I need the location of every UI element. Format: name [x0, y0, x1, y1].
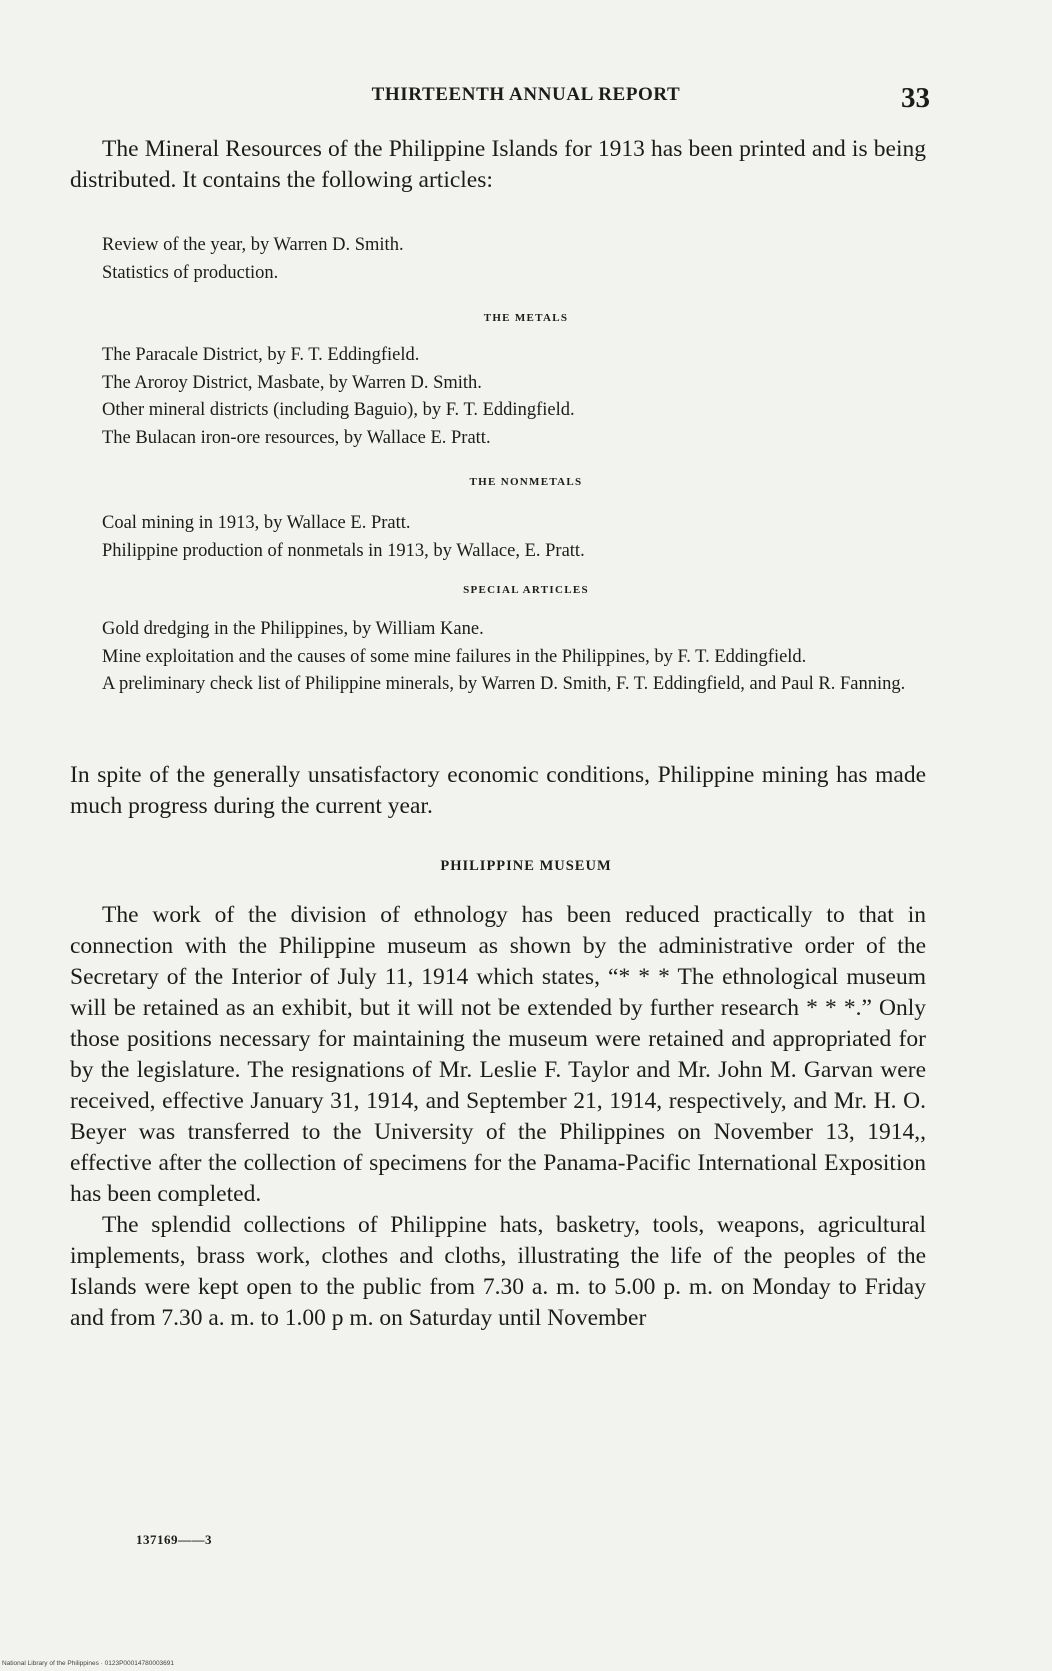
list-item: Coal mining in 1913, by Wallace E. Pratt. — [102, 513, 411, 533]
list-item: Mine exploitation and the causes of some mine failures in the Philippines, by F. T. Eddingfield. — [102, 646, 807, 667]
museum-paragraph-2: The splendid collections of Philippine hats, basketry, tools, weapons, agricultural implements, brass work, clothes and cloths, illustrating the life of the peoples of the Islands were kept open to the public from 7.30 a. m. to 5.00 p. m. on Monday to Friday and from 7.30 a. m. to 1.00 p m. on Saturday until November — [70, 1212, 926, 1331]
metals-heading: THE METALS — [483, 312, 569, 324]
list-item: Review of the year, by Warren D. Smith. — [102, 235, 404, 255]
mining-section — [70, 760, 926, 822]
list-item: Philippine production of nonmetals in 1913, by Wallace, E. Pratt. — [102, 540, 585, 561]
list-item: A preliminary check list of Philippine minerals, by Warren D. Smith, F. T. Eddingfield, and Paul R. Fanning. — [102, 674, 906, 694]
museum-paragraph-1: The work of the division of ethnology has been reduced practically to that in connection with the Philippine museum as shown by the administrative order of the Secretary of the Interior of July 11, 1914 which states, “* * * The ethnological museum will be retained as an exhibit, but it will not be extended by further research * * *.” Only those positions necessary for maintaining the museum were retained and appropriated for by the legislature. The resignations of Mr. Leslie F. Taylor and Mr. John M. Garvan were received, effective January 31, 1914, and September 21, 1914, respectively, and Mr. H. O. Beyer was transferred to the University of the Philippines on November 13, 1914,, effective after the collection of specimens for the Panama-Pacific International Exposition has been completed. — [70, 902, 926, 1207]
mining-paragraph: In spite of the generally unsatisfactory economic conditions, Philippine mining has made much progress during the current year. — [70, 762, 926, 819]
intro-section — [70, 134, 926, 196]
signature-mark: 137169——3 — [136, 1532, 212, 1547]
nonmetals-articles-list — [102, 510, 928, 565]
metals-articles-list — [102, 342, 928, 452]
list-item: The Bulacan iron-ore resources, by Wallace E. Pratt. — [102, 427, 491, 448]
intro-paragraph: The Mineral Resources of the Philippine Islands for 1913 has been printed and is being distributed. It contains the following articles: — [70, 136, 926, 193]
running-title: THIRTEENTH ANNUAL REPORT — [371, 84, 681, 105]
special-articles-heading: SPECIAL ARTICLES — [463, 584, 589, 596]
list-item: The Paracale District, by F. T. Eddingfield. — [102, 345, 420, 365]
museum-heading: PHILIPPINE MUSEUM — [440, 858, 612, 874]
list-item: Other mineral districts (including Baguio), by F. T. Eddingfield. — [102, 400, 575, 420]
special-articles-list — [102, 616, 928, 699]
list-item: Statistics of production. — [102, 262, 279, 283]
list-item: The Aroroy District, Masbate, by Warren D. Smith. — [102, 372, 482, 393]
footer-credit: National Library of the Philippines · 0123P00014780003691 — [2, 1660, 175, 1667]
general-articles-list — [102, 232, 928, 287]
museum-section — [70, 900, 926, 1334]
page-number: 33 — [901, 82, 930, 114]
list-item: Gold dredging in the Philippines, by William Kane. — [102, 619, 484, 639]
nonmetals-heading: THE NONMETALS — [469, 476, 583, 488]
